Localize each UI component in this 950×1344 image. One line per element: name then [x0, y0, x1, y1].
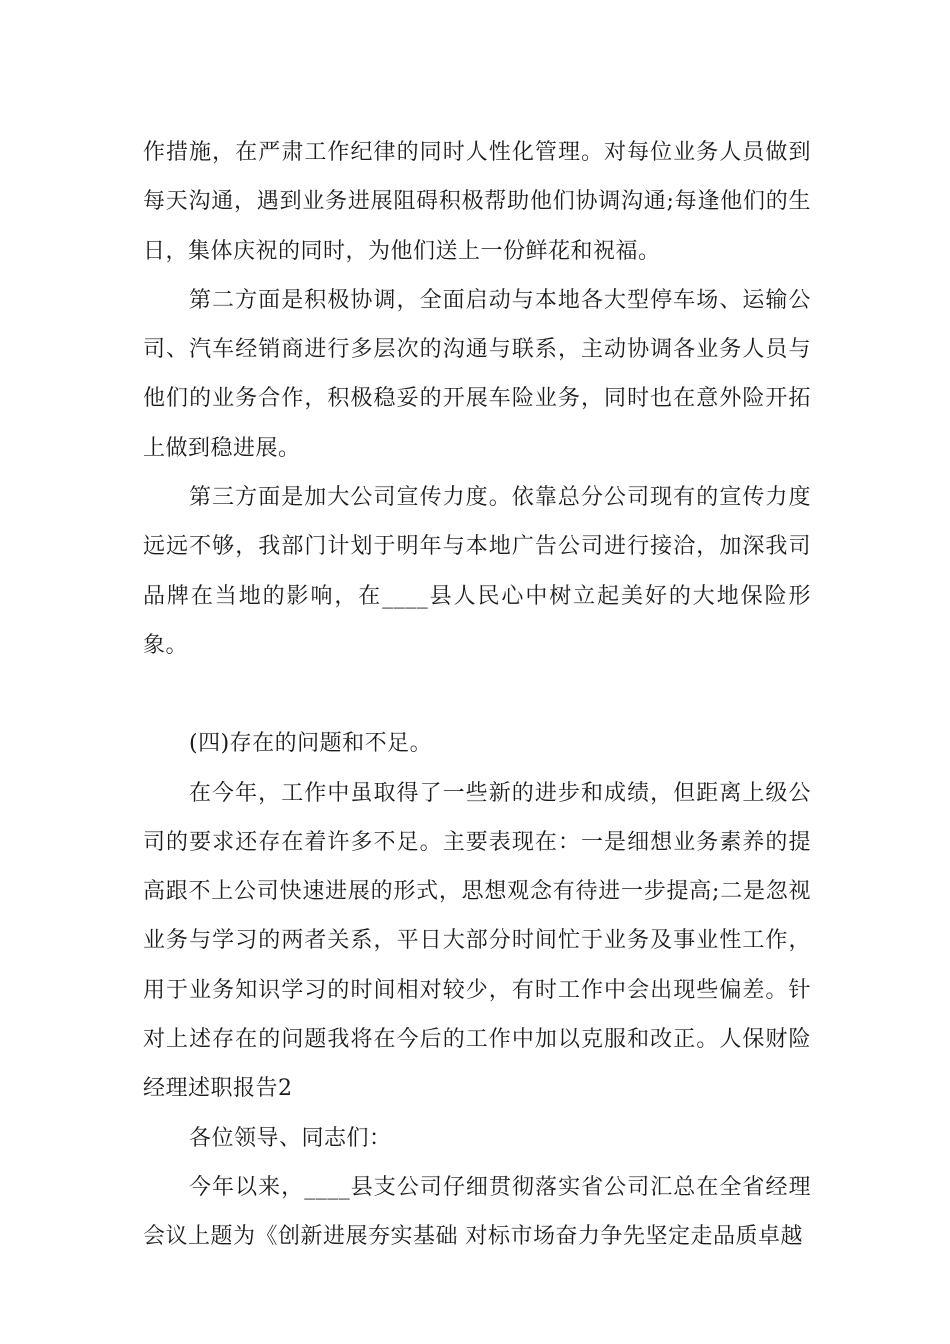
paragraph-spacer — [143, 670, 811, 719]
salutation: 各位领导、同志们： — [189, 1125, 392, 1151]
paragraph-publicity: 第三方面是加大公司宣传力度。依靠总分公司现有的宣传力度远远不够，我部门计划于明年与本地广告公司进行接洽，加深我司品牌在当地的影响，在____县人民心中树立起美好的大地保险形象。 — [143, 485, 811, 658]
paragraph-measures: 作措施，在严肃工作纪律的同时人性化管理。对每位业务人员做到每天沟通，遇到业务进展阻碍积极帮助他们协调沟通;每逢他们的生日，集体庆祝的同时，为他们送上一份鲜花和祝福。 — [143, 140, 811, 264]
paragraph-coordination: 第二方面是积极协调，全面启动与本地各大型停车场、运输公司、汽车经销商进行多层次的沟通与联系，主动协调各业务人员与他们的业务合作，积极稳妥的开展车险业务，同时也在意外险开拓上做到稳进展。 — [143, 287, 811, 461]
document-body — [143, 128, 811, 1262]
paragraph-report-intro: 今年以来，____县支公司仔细贯彻落实省公司汇总在全省经理会议上题为《创新进展夯实基础 对标市场奋力争先坚定走品质卓越 — [143, 1174, 811, 1250]
section-heading-problems: (四)存在的问题和不足。 — [189, 731, 433, 757]
paragraph-shortcomings: 在今年，工作中虽取得了一些新的进步和成绩，但距离上级公司的要求还存在着许多不足。主要表现在：一是细想业务素养的提高跟不上公司快速进展的形式，思想观念有待进一步提高;二是忽视业务与学习的两者关系，平日大部分时间忙于业务及事业性工作，用于业务知识学习的时间相对较少，有时工作中会出现些偏差。针对上述存在的问题我将在今后的工作中加以克服和改正。人保财险经理述职报告2 — [143, 780, 811, 1102]
